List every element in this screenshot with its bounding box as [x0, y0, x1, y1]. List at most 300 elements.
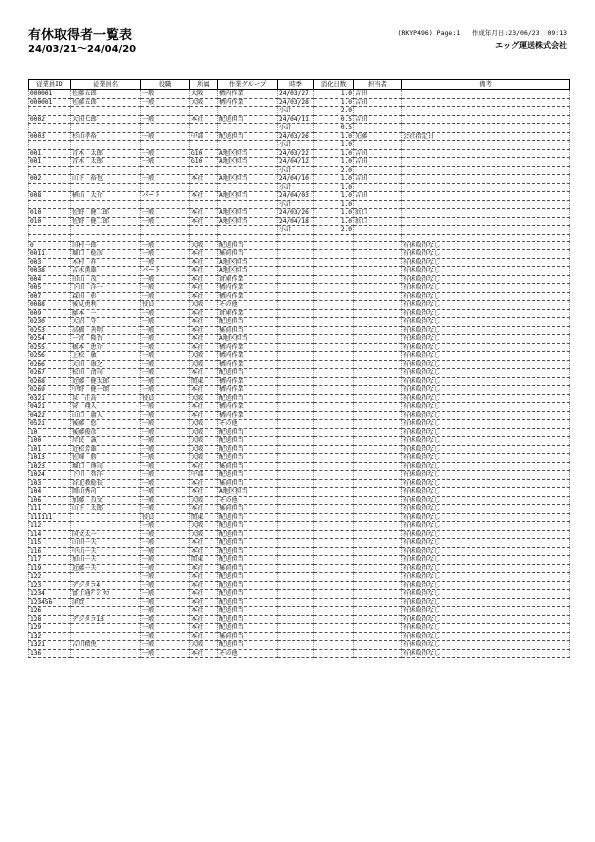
table-cell: 本社: [190, 258, 218, 267]
table-cell: [354, 141, 402, 150]
table-cell: 0230: [29, 318, 71, 327]
table-cell: [141, 107, 190, 116]
table-cell: 本社: [190, 386, 218, 395]
table-cell: 一般: [141, 411, 190, 420]
table-cell: 配送担当: [218, 522, 278, 531]
table-cell: 田村一郎: [71, 241, 141, 250]
table-cell: 0256: [29, 352, 71, 361]
table-cell: 本社: [190, 632, 218, 641]
table-cell: 高橋 善明: [71, 326, 141, 335]
table-cell: 構内作業: [218, 411, 278, 420]
table-cell: [314, 234, 354, 241]
table-cell: 一般: [141, 115, 190, 124]
table-cell: 本社: [190, 573, 218, 582]
table-cell: [190, 124, 218, 133]
table-cell: [141, 226, 190, 235]
table-cell: 加山一夫: [71, 556, 141, 565]
table-cell: [278, 471, 314, 480]
table-cell: [278, 454, 314, 463]
table-cell: [402, 149, 570, 158]
table-cell: 0253: [29, 326, 71, 335]
table-cell: 24/04/03: [278, 192, 314, 201]
table-cell: 有休取得なし: [402, 394, 570, 403]
table-row: [29, 183, 570, 192]
table-cell: [314, 454, 354, 463]
table-cell: [314, 420, 354, 429]
table-cell: 有休取得なし: [402, 258, 570, 267]
table-cell: [354, 479, 402, 488]
table-cell: [354, 581, 402, 590]
table-cell: 配送担当: [218, 132, 278, 141]
table-cell: [402, 115, 570, 124]
col-header: 消化日数: [314, 80, 354, 90]
table-cell: 関東: [190, 513, 218, 522]
table-cell: 1.0: [314, 90, 354, 99]
table-cell: [314, 598, 354, 607]
table-cell: 構内作業: [218, 292, 278, 301]
table-cell: [354, 598, 402, 607]
table-cell: [354, 522, 402, 531]
table-cell: 集荷担当: [218, 250, 278, 259]
table-cell: 会社指定日: [402, 132, 570, 141]
table-row: [29, 454, 570, 463]
table-cell: 本社: [190, 275, 218, 284]
table-cell: 本社: [190, 462, 218, 471]
table-cell: 構内作業: [218, 284, 278, 293]
table-cell: 1.0: [314, 200, 354, 209]
table-cell: [278, 488, 314, 497]
table-cell: [314, 292, 354, 301]
table-cell: 本社: [190, 607, 218, 616]
table-cell: 有休取得なし: [402, 377, 570, 386]
table-cell: [354, 445, 402, 454]
table-cell: [278, 624, 314, 633]
table-cell: 0.5: [314, 124, 354, 133]
table-cell: 132: [29, 632, 71, 641]
table-cell: [278, 369, 314, 378]
table-cell: [278, 615, 314, 624]
table-cell: [71, 183, 141, 192]
table-cell: [314, 530, 354, 539]
table-cell: [354, 166, 402, 175]
table-cell: 有休取得なし: [402, 649, 570, 658]
table-row: [29, 200, 570, 209]
table-cell: 大阪: [190, 437, 218, 446]
table-cell: 木村 祥: [71, 258, 141, 267]
table-cell: [402, 200, 570, 209]
table-cell: A地区担当: [218, 158, 278, 167]
table-cell: その他: [218, 420, 278, 429]
table-row: [29, 209, 570, 218]
table-cell: 山下 太郎: [71, 505, 141, 514]
table-cell: 24/03/26: [278, 209, 314, 218]
table-cell: [218, 200, 278, 209]
table-cell: 0.5: [314, 115, 354, 124]
table-cell: [218, 226, 278, 235]
table-cell: [314, 539, 354, 548]
col-header: 役職: [141, 80, 190, 90]
table-cell: 112: [29, 522, 71, 531]
table-cell: [354, 369, 402, 378]
table-cell: [402, 141, 570, 150]
table-row: [29, 275, 570, 284]
table-cell: 集荷担当: [218, 479, 278, 488]
table-cell: 本社: [190, 624, 218, 633]
table-cell: 本社: [190, 411, 218, 420]
table-row: [29, 530, 570, 539]
table-cell: 役員: [141, 394, 190, 403]
table-cell: 大沼 守: [71, 318, 141, 327]
table-row: [29, 226, 570, 235]
table-cell: [354, 590, 402, 599]
report-title: 有休取得者一覧表: [28, 28, 133, 43]
table-cell: 1.0: [314, 192, 354, 201]
table-cell: [29, 226, 71, 235]
table-cell: 一般: [141, 275, 190, 284]
table-cell: 有休取得なし: [402, 479, 570, 488]
table-row: [29, 301, 570, 310]
table-cell: 0254: [29, 335, 71, 344]
table-cell: 有休取得なし: [402, 454, 570, 463]
table-cell: [278, 428, 314, 437]
table-row: [29, 343, 570, 352]
table-cell: [314, 343, 354, 352]
table-cell: 136: [29, 649, 71, 658]
table-cell: 集荷担当: [218, 632, 278, 641]
table-cell: 24/03/28: [278, 98, 314, 107]
table-cell: 一般: [141, 132, 190, 141]
table-cell: 藤本 一: [71, 309, 141, 318]
table-cell: 大田 康之: [71, 360, 141, 369]
table-cell: [218, 166, 278, 175]
table-cell: 有休取得なし: [402, 275, 570, 284]
table-cell: 配送担当: [218, 573, 278, 582]
table-cell: 本社: [190, 115, 218, 124]
table-cell: 吉田: [354, 98, 402, 107]
table-cell: 青木 太郎: [71, 158, 141, 167]
table-cell: 構内作業: [218, 343, 278, 352]
table-cell: 一般: [141, 505, 190, 514]
table-cell: [314, 403, 354, 412]
table-cell: [29, 234, 71, 241]
table-cell: 構内作業: [218, 377, 278, 386]
table-cell: 配送担当: [218, 607, 278, 616]
table-cell: [314, 377, 354, 386]
table-cell: 一般: [141, 158, 190, 167]
table-row: [29, 420, 570, 429]
table-cell: 一般: [141, 556, 190, 565]
table-cell: 1.0: [314, 209, 354, 218]
table-row: [29, 590, 570, 599]
table-cell: [278, 505, 314, 514]
table-cell: 本社: [190, 318, 218, 327]
table-cell: 小計: [278, 141, 314, 150]
table-cell: 1.0: [314, 141, 354, 150]
table-cell: 有休取得なし: [402, 360, 570, 369]
table-cell: [354, 632, 402, 641]
table-cell: [354, 488, 402, 497]
table-cell: 小計: [278, 166, 314, 175]
table-cell: [278, 420, 314, 429]
table-cell: 一般: [141, 241, 190, 250]
col-header: 従業員ID: [29, 80, 71, 90]
table-cell: 24/03/22: [278, 149, 314, 158]
table-cell: 本社: [190, 369, 218, 378]
table-row: [29, 496, 570, 505]
table-cell: [314, 522, 354, 531]
table-cell: 003: [29, 258, 71, 267]
table-cell: 小計: [278, 200, 314, 209]
table-row: [29, 547, 570, 556]
table-cell: 国文太一: [71, 530, 141, 539]
report-date-range: 24/03/21～24/04/20: [28, 44, 137, 55]
table-row: [29, 403, 570, 412]
col-header: 担当者: [354, 80, 402, 90]
table-cell: 0267: [29, 369, 71, 378]
table-cell: 松田 清司: [71, 369, 141, 378]
table-cell: [354, 326, 402, 335]
table-cell: [71, 226, 141, 235]
table-cell: 配送担当: [218, 241, 278, 250]
table-cell: 一般: [141, 352, 190, 361]
table-cell: [354, 292, 402, 301]
table-cell: 中野 健一朗: [71, 386, 141, 395]
table-cell: [402, 124, 570, 133]
table-cell: 1.0: [314, 98, 354, 107]
table-cell: [314, 284, 354, 293]
table-cell: [278, 522, 314, 531]
table-cell: 一般: [141, 369, 190, 378]
table-row: [29, 445, 570, 454]
table-cell: A地区担当: [218, 175, 278, 184]
table-cell: 近藤一夫: [71, 564, 141, 573]
table-cell: 000001: [29, 90, 71, 99]
table-cell: 本社: [190, 309, 218, 318]
table-row: [29, 573, 570, 582]
table-cell: 中部: [190, 471, 218, 480]
table-cell: 一般: [141, 590, 190, 599]
table-row: [29, 624, 570, 633]
table-cell: 1.0: [314, 158, 354, 167]
table-cell: [278, 513, 314, 522]
table-cell: 大阪: [190, 445, 218, 454]
table-row: [29, 615, 570, 624]
table-cell: 谷北教稔長: [71, 479, 141, 488]
table-cell: [314, 318, 354, 327]
table-cell: [314, 411, 354, 420]
table-cell: 一般: [141, 98, 190, 107]
table-cell: 本社: [190, 505, 218, 514]
table-cell: 一般: [141, 624, 190, 633]
table-cell: [314, 649, 354, 658]
table-cell: [402, 192, 570, 201]
table-cell: 集荷担当: [218, 505, 278, 514]
table-cell: [314, 479, 354, 488]
table-cell: 100: [29, 437, 71, 446]
table-cell: 上松 敏: [71, 352, 141, 361]
table-cell: [314, 335, 354, 344]
table-row: [29, 250, 570, 259]
table-cell: [71, 649, 141, 658]
table-cell: 岸民 誠: [71, 437, 141, 446]
table-cell: [402, 107, 570, 116]
table-cell: 本社: [190, 488, 218, 497]
table-cell: 構内作業: [218, 90, 278, 99]
table-cell: 有休取得なし: [402, 505, 570, 514]
table-cell: [314, 326, 354, 335]
table-cell: 有休取得なし: [402, 369, 570, 378]
table-cell: 浜口: [354, 209, 402, 218]
table-cell: 000001: [29, 98, 71, 107]
table-cell: 116: [29, 547, 71, 556]
table-cell: 007: [29, 292, 71, 301]
table-cell: 有休取得なし: [402, 403, 570, 412]
table-cell: [354, 454, 402, 463]
table-cell: 吉田: [354, 90, 402, 99]
table-cell: 117: [29, 556, 71, 565]
table-cell: 有休取得なし: [402, 632, 570, 641]
table-cell: 配送担当: [218, 641, 278, 650]
table-cell: 有休取得なし: [402, 250, 570, 259]
table-cell: [141, 124, 190, 133]
table-cell: 集荷担当: [218, 564, 278, 573]
table-cell: [278, 564, 314, 573]
table-cell: [190, 234, 218, 241]
table-cell: 24/03/27: [278, 90, 314, 99]
table-row: [29, 437, 570, 446]
table-cell: 配送担当: [218, 581, 278, 590]
table-cell: 本社: [190, 403, 218, 412]
table-cell: [278, 598, 314, 607]
table-cell: 本社: [190, 335, 218, 344]
table-cell: 一般: [141, 326, 190, 335]
table-cell: 有休取得なし: [402, 624, 570, 633]
table-cell: [278, 301, 314, 310]
table-cell: [354, 513, 402, 522]
leave-table: [28, 79, 570, 658]
table-cell: [71, 200, 141, 209]
table-cell: [278, 386, 314, 395]
table-cell: 有休取得なし: [402, 530, 570, 539]
table-cell: [314, 352, 354, 361]
table-cell: 1234: [29, 590, 71, 599]
company-name: エッグ運送株式会社: [495, 41, 567, 50]
table-row: [29, 124, 570, 133]
table-cell: 0255: [29, 343, 71, 352]
table-cell: 菅 翔人: [71, 403, 141, 412]
table-row: [29, 141, 570, 150]
table-cell: 有休取得なし: [402, 615, 570, 624]
table-cell: 有休取得なし: [402, 241, 570, 250]
table-cell: [354, 394, 402, 403]
table-cell: [354, 335, 402, 344]
table-row: [29, 462, 570, 471]
table-cell: 1023: [29, 462, 71, 471]
table-cell: 一般: [141, 649, 190, 658]
table-cell: [354, 309, 402, 318]
table-cell: 101: [29, 445, 71, 454]
table-cell: 関東: [190, 556, 218, 565]
table-row: [29, 564, 570, 573]
table-cell: [190, 183, 218, 192]
table-cell: [314, 513, 354, 522]
table-row: [29, 284, 570, 293]
table-cell: 集荷担当: [218, 326, 278, 335]
table-cell: A地区担当: [218, 258, 278, 267]
table-cell: 10: [29, 428, 71, 437]
table-cell: [314, 641, 354, 650]
table-row: [29, 360, 570, 369]
table-cell: [71, 624, 141, 633]
table-cell: 一般: [141, 607, 190, 616]
table-cell: 大阪: [190, 522, 218, 531]
table-cell: [314, 386, 354, 395]
table-cell: 1.0: [314, 132, 354, 141]
table-cell: 構内作業: [218, 352, 278, 361]
table-cell: [71, 513, 141, 522]
table-cell: 0038: [29, 267, 71, 276]
table-cell: A地区担当: [218, 217, 278, 226]
table-cell: 吉田: [354, 115, 402, 124]
table-cell: [278, 530, 314, 539]
table-cell: 有休取得なし: [402, 641, 570, 650]
table-cell: 有休取得なし: [402, 573, 570, 582]
table-cell: [29, 107, 71, 116]
table-cell: A地区担当: [218, 149, 278, 158]
table-cell: 岡山秀司: [71, 488, 141, 497]
table-row: [29, 267, 570, 276]
table-cell: [354, 530, 402, 539]
table-cell: [314, 267, 354, 276]
table-cell: 111: [29, 505, 71, 514]
table-cell: 122: [29, 573, 71, 582]
table-cell: [278, 284, 314, 293]
table-cell: 0088: [29, 301, 71, 310]
table-cell: 田山 茂: [71, 275, 141, 284]
table-cell: [354, 411, 402, 420]
table-row: [29, 258, 570, 267]
table-cell: [278, 632, 314, 641]
table-cell: G10: [190, 158, 218, 167]
table-cell: 一般: [141, 471, 190, 480]
table-cell: 配送担当: [218, 454, 278, 463]
table-cell: 役員: [141, 513, 190, 522]
table-row: [29, 649, 570, 658]
table-cell: [314, 301, 354, 310]
table-cell: [354, 301, 402, 310]
table-cell: 一般: [141, 209, 190, 218]
table-cell: 近松芳雄: [71, 445, 141, 454]
table-cell: [402, 183, 570, 192]
table-cell: 泉 正高: [71, 394, 141, 403]
table-cell: 1321: [29, 641, 71, 650]
table-cell: 本社: [190, 192, 218, 201]
table-cell: 橋本 恵介: [71, 343, 141, 352]
table-cell: 佐野 健二郎: [71, 209, 141, 218]
table-row: [29, 539, 570, 548]
table-cell: [354, 607, 402, 616]
table-cell: A地区担当: [218, 192, 278, 201]
table-cell: [354, 386, 402, 395]
table-cell: 有休取得なし: [402, 581, 570, 590]
table-cell: 配送担当: [218, 437, 278, 446]
table-cell: 有休取得なし: [402, 318, 570, 327]
table-row: [29, 556, 570, 565]
table-cell: [402, 234, 570, 241]
table-cell: [402, 226, 570, 235]
table-row: [29, 505, 570, 514]
table-cell: [314, 505, 354, 514]
